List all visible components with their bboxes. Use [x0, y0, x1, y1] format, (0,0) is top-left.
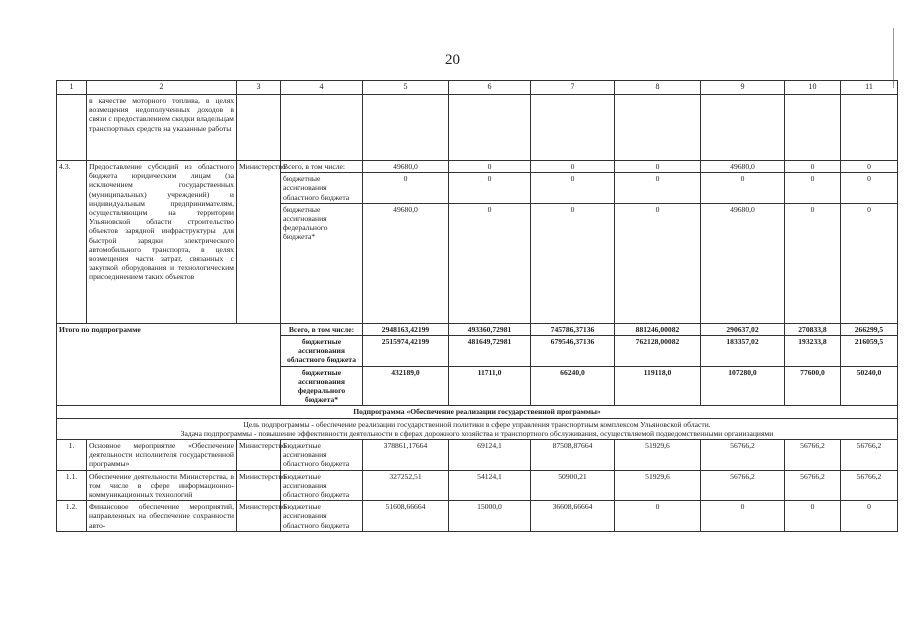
value-cell: 216059,5	[841, 336, 898, 367]
value-cell: 0	[785, 501, 841, 532]
col-header: 9	[701, 81, 785, 95]
value-cell: 0	[701, 173, 785, 204]
value-cell: 0	[449, 203, 531, 323]
measure-description: Основное мероприятие «Обеспечение деятельности исполнителя государственной программы»	[87, 440, 237, 471]
table-row	[57, 470, 898, 501]
col-header: 5	[363, 81, 449, 95]
value-cell: 54124,1	[449, 470, 531, 501]
value-cell: 327252,51	[363, 470, 449, 501]
goal-text: Цель подпрограммы - обеспечение реализации государственной политики в сфере управления транспортным комплексом Ульяновской области.	[243, 419, 711, 429]
page-number: 20	[445, 52, 460, 68]
value-cell: 56766,2	[785, 440, 841, 471]
col-header: 6	[449, 81, 531, 95]
value-cell: 762128,00082	[615, 336, 701, 367]
col-header: 7	[531, 81, 615, 95]
value-cell: 56766,2	[701, 440, 785, 471]
subprogram-goal	[57, 418, 898, 439]
value-cell: 50240,0	[841, 366, 898, 406]
funding-source: бюджетные ассигнования областного бюджета	[281, 336, 363, 367]
value-cell: 745786,37136	[531, 323, 615, 335]
scan-edge-mark	[893, 28, 894, 88]
col-header: 11	[841, 81, 898, 95]
value-cell: 193233,8	[785, 336, 841, 367]
value-cell: 0	[841, 501, 898, 532]
col-header: 10	[785, 81, 841, 95]
executor: Министерство	[237, 501, 281, 532]
value-cell: 51929,6	[615, 470, 701, 501]
measure-description: Финансовое обеспечение мероприятий, направленных на обеспечение сохранности авто-	[87, 501, 237, 532]
measure-description: Обеспечение деятельности Министерства, в том числе в сфере информационно-коммуникационных технологий	[87, 470, 237, 501]
executor: Министерство	[237, 440, 281, 471]
value-cell: 49680,0	[701, 161, 785, 173]
value-cell: 0	[785, 161, 841, 173]
value-cell: 493360,72981	[449, 323, 531, 335]
executor: Министерство	[237, 161, 281, 324]
value-cell: 56766,2	[785, 470, 841, 501]
col-header: 1	[57, 81, 87, 95]
table-row	[57, 501, 898, 532]
col-header: 2	[87, 81, 237, 95]
value-cell: 679546,37136	[531, 336, 615, 367]
executor: Министерство	[237, 470, 281, 501]
row-number: 4.3.	[57, 161, 87, 324]
value-cell: 0	[363, 173, 449, 204]
total-label: Итого по подпрограмме	[57, 323, 281, 406]
value-cell: 15000,0	[449, 501, 531, 532]
value-cell: 0	[531, 203, 615, 323]
col-header: 4	[281, 81, 363, 95]
col-header: 3	[237, 81, 281, 95]
value-cell: 49680,0	[363, 203, 449, 323]
row-number: 1.2.	[57, 501, 87, 532]
value-cell: 0	[615, 501, 701, 532]
value-cell: 0	[841, 173, 898, 204]
budget-table	[56, 80, 898, 532]
value-cell: 2515974,42199	[363, 336, 449, 367]
value-cell: 0	[615, 173, 701, 204]
row-number: 1.1.	[57, 470, 87, 501]
table-row	[57, 440, 898, 471]
value-cell: 183357,02	[701, 336, 785, 367]
value-cell: 49680,0	[363, 161, 449, 173]
funding-source: бюджетные ассигнования областного бюджета	[281, 173, 363, 204]
value-cell: 270833,8	[785, 323, 841, 335]
value-cell: 119118,0	[615, 366, 701, 406]
funding-source: Бюджетные ассигнования областного бюджета	[281, 470, 363, 501]
row-number: 1.	[57, 440, 87, 471]
value-cell: 0	[841, 203, 898, 323]
value-cell: 66240,0	[531, 366, 615, 406]
table-row	[57, 161, 898, 173]
value-cell: 56766,2	[841, 440, 898, 471]
value-cell: 87508,87664	[531, 440, 615, 471]
value-cell: 51608,66664	[363, 501, 449, 532]
funding-source: Всего, в том числе:	[281, 323, 363, 335]
subprogram-title: Подпрограмма «Обеспечение реализации государственной программы»	[57, 406, 898, 418]
value-cell: 0	[785, 173, 841, 204]
header-row	[57, 81, 898, 95]
value-cell: 2948163,42199	[363, 323, 449, 335]
value-cell: 56766,2	[701, 470, 785, 501]
funding-source: Бюджетные ассигнования областного бюджета	[281, 501, 363, 532]
value-cell: 0	[531, 161, 615, 173]
value-cell: 69124,1	[449, 440, 531, 471]
subprogram-goal-row	[57, 418, 898, 439]
value-cell: 266299,5	[841, 323, 898, 335]
value-cell: 0	[785, 203, 841, 323]
total-row	[57, 323, 898, 335]
col-header: 8	[615, 81, 701, 95]
value-cell: 0	[531, 173, 615, 204]
value-cell: 432189,0	[363, 366, 449, 406]
value-cell: 378861,17664	[363, 440, 449, 471]
value-cell: 481649,72981	[449, 336, 531, 367]
value-cell: 0	[841, 161, 898, 173]
value-cell: 881246,00082	[615, 323, 701, 335]
funding-source: Всего, в том числе:	[281, 161, 363, 173]
value-cell: 0	[615, 161, 701, 173]
funding-source: бюджетные ассигнования федерального бюджета*	[281, 366, 363, 406]
value-cell: 290637,02	[701, 323, 785, 335]
value-cell: 50900,21	[531, 470, 615, 501]
value-cell: 0	[615, 203, 701, 323]
value-cell: 77600,0	[785, 366, 841, 406]
table-row	[57, 95, 898, 161]
value-cell: 107280,0	[701, 366, 785, 406]
value-cell: 0	[449, 173, 531, 204]
subprogram-title-row	[57, 406, 898, 418]
value-cell: 0	[701, 501, 785, 532]
task-text: Задача подпрограммы - повышение эффективности деятельности в сферах дорожного хозяйства и транспортного обслуживания, осуществляемой подведомственными организациями	[180, 428, 774, 438]
measure-description: в качестве моторного топлива, в целях возмещения недополученных доходов в связи с предоставлением скидки владельцам транспортных средств на указанные работы	[87, 95, 237, 161]
value-cell: 11711,0	[449, 366, 531, 406]
value-cell: 0	[449, 161, 531, 173]
value-cell: 49680,0	[701, 203, 785, 323]
value-cell: 51929,6	[615, 440, 701, 471]
value-cell: 36608,66664	[531, 501, 615, 532]
measure-description: Предоставление субсидий из областного бюджета юридическим лицам (за исключением государственных (муниципальных) учреждений) и индивидуальным предпринимателям, осуществляющим на территории Ульяновской области строительство объектов зарядной инфраструктуры для быстрой зарядки электрического автомобильного транспорта, в целях возмещения части затрат, связанных с закупкой оборудования и технологическим присоединением таких объектов	[87, 161, 237, 324]
funding-source: Бюджетные ассигнования областного бюджета	[281, 440, 363, 471]
funding-source: бюджетные ассигнования федерального бюджета*	[281, 203, 363, 323]
value-cell: 56766,2	[841, 470, 898, 501]
